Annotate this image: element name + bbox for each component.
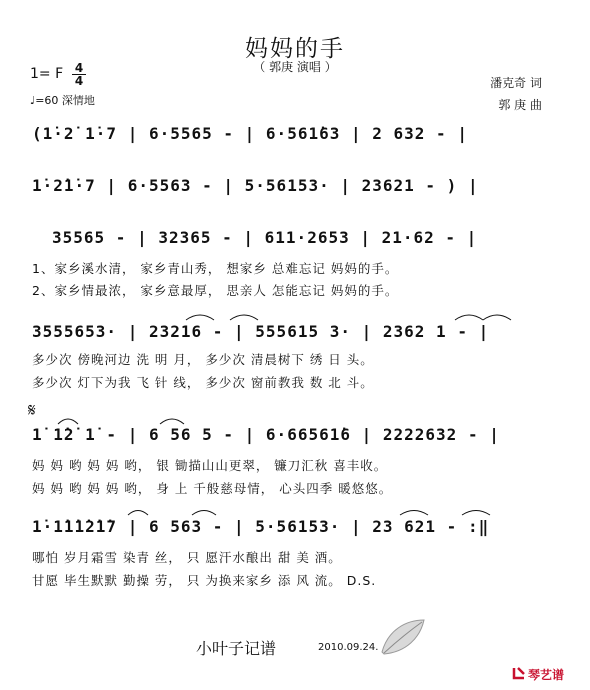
slur-arc bbox=[455, 315, 483, 320]
leaf-icon bbox=[376, 616, 428, 658]
slur-arc bbox=[186, 315, 214, 320]
key-signature: 1= F bbox=[30, 66, 64, 82]
slur-arc bbox=[192, 511, 216, 516]
singer-subtitle: （ 郭庚 演唱 ） bbox=[253, 60, 337, 74]
score-line-3: 35565 - | 32365 - | 611·2653 | 21·62 - | bbox=[52, 228, 478, 247]
lyric-line-5-verse-1: 妈 妈 哟 妈 妈 哟， 银 锄描山山更翠， 镰刀汇秋 喜丰收。 bbox=[32, 458, 388, 473]
lyric-line-6-verse-1: 哪怕 岁月霜雪 染青 丝， 只 愿汗水酿出 甜 美 酒。 bbox=[32, 550, 342, 565]
lyric-line-3-verse-1: 1、家乡溪水清， 家乡青山秀， 想家乡 总难忘记 妈妈的手。 bbox=[32, 261, 399, 276]
score-line-2: 1̇·2̇1̇·7 | 6·5563 - | 5·56153· | 23621 - ) | bbox=[32, 176, 479, 195]
page-title: 妈妈的手 bbox=[245, 36, 345, 62]
score-line-6: 1̇·1̇1̇1̇2̇1̇7 | 6 563 - | 5·56153· | 23 621 - :‖ bbox=[32, 517, 490, 536]
composer-credit: 郭 庚 曲 bbox=[498, 98, 542, 112]
slur-arc bbox=[400, 511, 428, 516]
transcriber-credit: 小叶子记谱 bbox=[196, 639, 277, 658]
segno-sign: 𝄋 bbox=[28, 400, 36, 421]
site-logo-text: 琴艺谱 bbox=[528, 668, 565, 682]
time-signature-bottom: 4 bbox=[74, 74, 84, 88]
tempo-marking: ♩=60 深情地 bbox=[30, 94, 95, 107]
qinyipu-logo-icon bbox=[512, 666, 526, 680]
slur-arc bbox=[128, 511, 148, 516]
slur-arc bbox=[483, 315, 511, 320]
lyricist-credit: 潘克奇 词 bbox=[490, 76, 542, 90]
lyric-line-5-verse-2: 妈 妈 哟 妈 妈 哟， 身 上 千般慈母情， 心头四季 暖悠悠。 bbox=[32, 481, 393, 496]
lyric-line-6-verse-2: 甘愿 毕生默默 勤操 劳， 只 为换来家乡 添 风 流。 D.S. bbox=[32, 573, 377, 588]
score-line-1: (1̇·2̇ 1̇·7 | 6·5565 - | 6·561̇63 | 2 632 - | bbox=[32, 124, 468, 143]
lyric-line-3-verse-2: 2、家乡情最浓， 家乡意最厚， 思亲人 怎能忘记 妈妈的手。 bbox=[32, 283, 399, 298]
transcription-date: 2010.09.24. bbox=[318, 642, 379, 653]
score-line-5: 1̇ 1̇2̇ 1̇ - | 6 56 5 - | 6·66561̇6 | 2222632 - | bbox=[32, 425, 500, 444]
slur-arc bbox=[160, 419, 184, 424]
slur-arc bbox=[230, 315, 258, 320]
time-signature-top: 4 bbox=[72, 62, 86, 75]
lyric-line-4-verse-1: 多少次 傍晚河边 洗 明 月， 多少次 清晨树下 绣 日 头。 bbox=[32, 352, 374, 367]
score-line-4: 3555653· | 23216 - | 555615 3· | 2362 1 - | bbox=[32, 322, 490, 341]
lyric-line-4-verse-2: 多少次 灯下为我 飞 针 线， 多少次 窗前教我 数 北 斗。 bbox=[32, 375, 374, 390]
slur-arc bbox=[462, 511, 490, 516]
slur-arc bbox=[58, 419, 78, 424]
